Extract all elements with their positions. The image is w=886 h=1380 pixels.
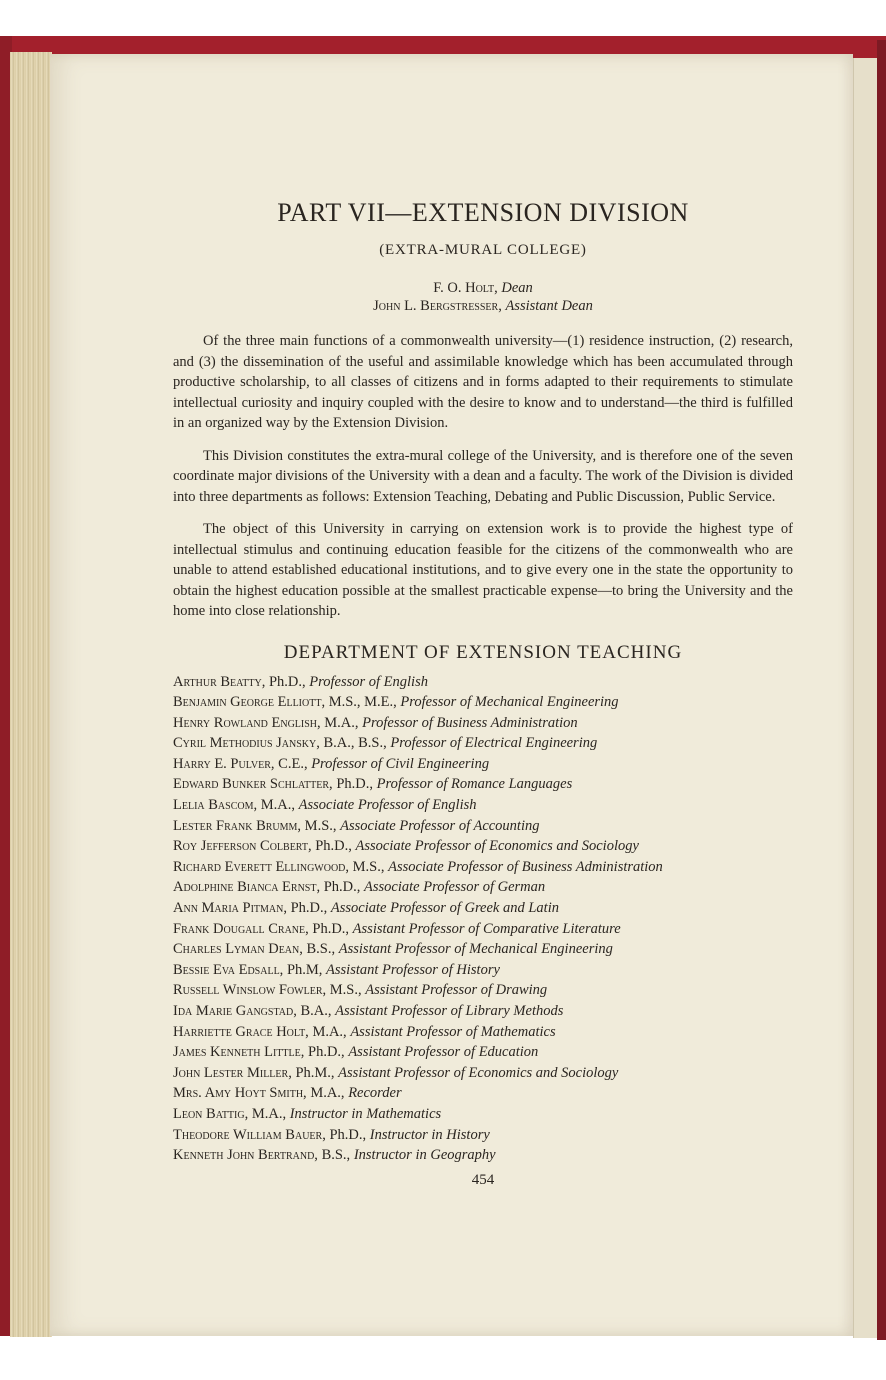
officers-block	[173, 279, 793, 315]
officer-title: Dean	[501, 280, 533, 296]
faculty-name: Arthur Beatty,	[173, 673, 266, 690]
faculty-entry	[173, 816, 793, 837]
faculty-entry	[173, 733, 793, 754]
faculty-title: Assistant Professor of Drawing	[365, 982, 548, 999]
officer-name: John L. Bergstresser,	[373, 298, 502, 314]
faculty-entry	[173, 919, 793, 940]
officer-dean	[173, 279, 793, 297]
faculty-name: Adolphine Bianca Ernst,	[173, 879, 321, 896]
faculty-name: Russell Winslow Fowler,	[173, 982, 327, 999]
faculty-degree: M.A.,	[251, 1105, 287, 1122]
faculty-entry	[173, 692, 793, 713]
faculty-entry	[173, 1001, 793, 1022]
faculty-name: Henry Rowland English,	[173, 714, 321, 731]
faculty-title: Professor of Romance Languages	[376, 776, 573, 793]
faculty-title: Professor of English	[309, 673, 428, 690]
faculty-title: Professor of Civil Engineering	[311, 755, 490, 772]
faculty-degree: M.S., M.E.,	[328, 694, 397, 711]
faculty-entry	[173, 1022, 793, 1043]
faculty-entry	[173, 713, 793, 734]
faculty-degree: B.A.,	[300, 1003, 332, 1019]
faculty-title: Associate Professor of Economics and Sociology	[355, 838, 639, 855]
faculty-entry	[173, 857, 793, 878]
faculty-name: Roy Jefferson Colbert,	[173, 838, 312, 855]
officer-name: F. O. Holt,	[433, 280, 498, 296]
faculty-entry	[173, 836, 793, 857]
faculty-name: Lelia Bascom,	[173, 797, 258, 814]
faculty-entry	[173, 1125, 793, 1146]
faculty-name: Lester Frank Brumm,	[173, 817, 302, 834]
faculty-entry	[173, 1083, 793, 1104]
faculty-name: James Kenneth Little,	[173, 1044, 305, 1061]
intro-paragraph-object: The object of this University in carrying on extension work is to provide the highest type of intellectual stimulus and continuing education feasible for the citizens of the commonwealth who are unable to attend established educational institutions, and to give every one in the state the opportunity to obtain the highest education possible at the smallest practicable expense—to bring the University and the home into close relationship.	[173, 521, 793, 619]
faculty-title: Assistant Professor of Mathematics	[350, 1023, 556, 1040]
faculty-entry	[173, 877, 793, 898]
faculty-degree: Ph.D.,	[290, 900, 328, 917]
faculty-entry	[173, 1042, 793, 1063]
faculty-degree: C.E.,	[278, 755, 308, 772]
faculty-title: Assistant Professor of Mechanical Engineering	[338, 941, 613, 958]
book-cover-right-edge	[877, 40, 886, 1340]
faculty-name: Charles Lyman Dean,	[173, 941, 303, 958]
faculty-name: John Lester Miller,	[173, 1064, 292, 1081]
faculty-entry	[173, 1104, 793, 1125]
faculty-name: Cyril Methodius Jansky,	[173, 735, 320, 752]
faculty-degree: Ph.M.,	[295, 1064, 335, 1081]
faculty-title: Professor of Electrical Engineering	[390, 735, 598, 752]
faculty-degree: Ph.D.,	[312, 920, 350, 937]
intro-paragraph-division: This Division constitutes the extra-mural college of the University, and is therefore one of the seven coordinate major divisions of the University with a dean and a faculty. The work of the Division is divided into three departments as follows: Extension Teaching, Debating and Public Discussion, Public Service.	[173, 447, 793, 505]
faculty-title: Instructor in Geography	[353, 1147, 496, 1164]
faculty-title: Instructor in Mathematics	[289, 1105, 442, 1122]
faculty-name: Harry E. Pulver,	[173, 755, 275, 772]
intro-paragraph-functions: Of the three main functions of a commonwealth university—(1) residence instruction, (2) research, and (3) the dissemination of the useful and assimilable knowledge which has been accumulated through productive scholarship, to all classes of citizens and in forms adapted to their requirements to stimulate intellectual curiosity and inquiry coupled with the desire to know and to understand—the third is fulfilled in an organized way by the Extension Division.	[173, 333, 793, 431]
faculty-title: Assistant Professor of Economics and Sociology	[338, 1064, 619, 1081]
faculty-name: Benjamin George Elliott,	[173, 694, 326, 711]
faculty-degree: M.A.,	[310, 1085, 345, 1102]
faculty-title: Associate Professor of Accounting	[340, 817, 540, 834]
faculty-degree: M.S.,	[329, 982, 362, 999]
faculty-title: Associate Professor of English	[298, 797, 477, 814]
faculty-name: Theodore William Bauer,	[173, 1126, 326, 1143]
faculty-entry	[173, 1063, 793, 1084]
faculty-title: Associate Professor of Business Administration	[388, 858, 663, 875]
faculty-degree: B.A., B.S.,	[323, 735, 387, 752]
faculty-entry	[173, 939, 793, 960]
faculty-degree: Ph.D.,	[315, 838, 352, 855]
faculty-degree: Ph.D.,	[336, 776, 373, 793]
page-content	[173, 190, 793, 1189]
faculty-degree: Ph.D.,	[329, 1126, 367, 1143]
faculty-degree: M.A.,	[312, 1023, 347, 1040]
faculty-degree: B.S.,	[306, 941, 336, 958]
faculty-entry	[173, 1145, 793, 1166]
faculty-entry	[173, 960, 793, 981]
faculty-title: Associate Professor of German	[364, 879, 546, 896]
page-number: 454	[471, 1171, 495, 1188]
faculty-name: Edward Bunker Schlatter,	[173, 776, 333, 793]
faculty-degree: Ph.M,	[286, 961, 323, 978]
faculty-degree: M.A.,	[260, 797, 295, 814]
faculty-name: Kenneth John Bertrand,	[173, 1147, 318, 1164]
faculty-title: Professor of Business Administration	[362, 714, 578, 731]
faculty-name: Leon Battig,	[173, 1105, 249, 1122]
part-title: PART VII—EXTENSION DIVISION	[277, 198, 689, 227]
faculty-entry	[173, 898, 793, 919]
faculty-title: Recorder	[348, 1085, 402, 1102]
faculty-degree: M.S.,	[352, 858, 385, 875]
faculty-name: Richard Everett Ellingwood,	[173, 858, 350, 875]
faculty-entry	[173, 774, 793, 795]
faculty-entry	[173, 795, 793, 816]
division-subtitle: (EXTRA-MURAL COLLEGE)	[379, 242, 587, 258]
faculty-name: Ann Maria Pitman,	[173, 900, 287, 917]
faculty-degree: M.S.,	[304, 817, 337, 834]
faculty-degree: B.S.,	[321, 1147, 351, 1164]
officer-assistant-dean	[173, 297, 793, 315]
department-heading: DEPARTMENT OF EXTENSION TEACHING	[283, 641, 683, 663]
faculty-entry	[173, 980, 793, 1001]
faculty-degree: Ph.D.,	[308, 1044, 345, 1061]
faculty-name: Frank Dougall Crane,	[173, 920, 309, 937]
faculty-title: Associate Professor of Greek and Latin	[330, 900, 559, 917]
faculty-degree: Ph.D.,	[268, 673, 306, 690]
faculty-title: Assistant Professor of Comparative Literature	[352, 920, 621, 937]
faculty-name: Ida Marie Gangstad,	[173, 1003, 297, 1019]
faculty-degree: M.A.,	[324, 714, 359, 731]
faculty-entry	[173, 754, 793, 775]
faculty-name: Harriette Grace Holt,	[173, 1023, 309, 1040]
faculty-title: Assistant Professor of Education	[348, 1044, 539, 1061]
faculty-degree: Ph.D.,	[323, 879, 361, 896]
page-stack-edges	[10, 52, 52, 1337]
faculty-title: Instructor in History	[369, 1126, 490, 1143]
next-page-edge	[853, 58, 878, 1338]
faculty-title: Assistant Professor of History	[326, 961, 500, 978]
faculty-title: Professor of Mechanical Engineering	[400, 694, 619, 711]
faculty-title: Assistant Professor of Library Methods	[335, 1003, 564, 1019]
faculty-name: Bessie Eva Edsall,	[173, 961, 284, 978]
officer-title: Assistant Dean	[505, 298, 593, 314]
faculty-list	[173, 672, 793, 1166]
faculty-name: Mrs. Amy Hoyt Smith,	[173, 1085, 307, 1102]
faculty-entry	[173, 672, 793, 693]
